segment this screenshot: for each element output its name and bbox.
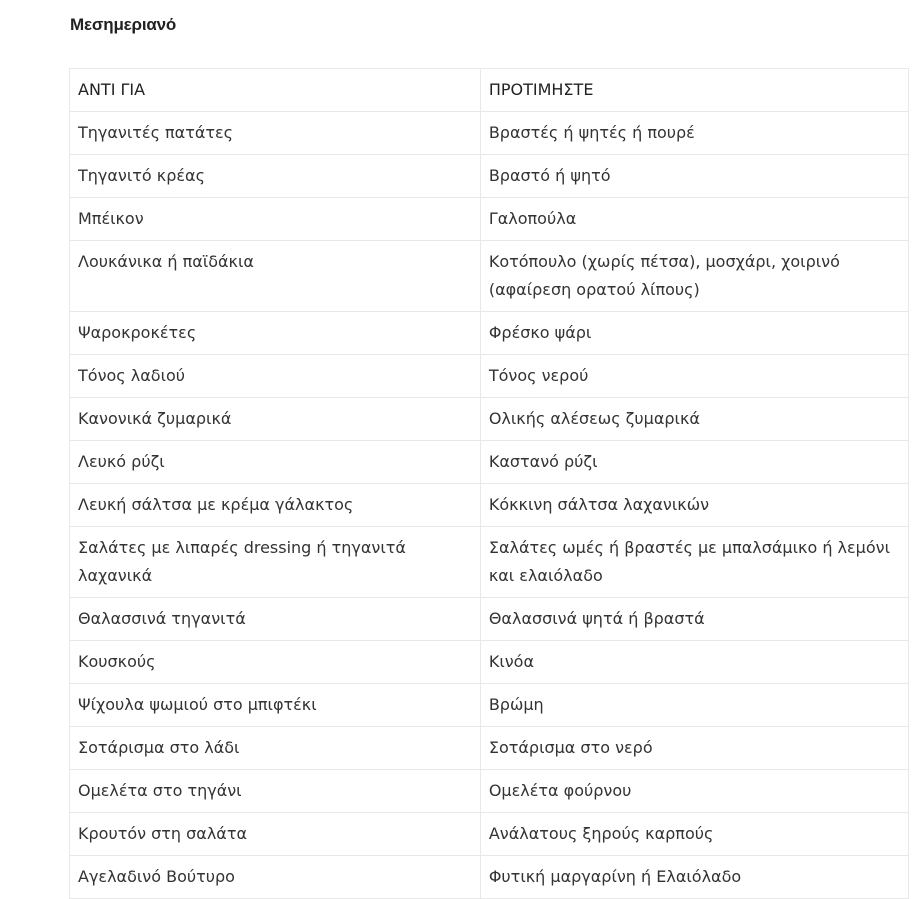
table-row	[70, 856, 909, 899]
cell-prefer: Κόκκινη σάλτσα λαχανικών	[480, 484, 908, 527]
table-row	[70, 770, 909, 813]
cell-instead-of: Τηγανιτές πατάτες	[70, 112, 481, 155]
table-row	[70, 813, 909, 856]
cell-prefer: Σαλάτες ωμές ή βραστές με μπαλσάμικο ή λεμόνι και ελαιόλαδο	[480, 527, 908, 598]
cell-prefer: Φυτική μαργαρίνη ή Ελαιόλαδο	[480, 856, 908, 899]
cell-prefer: Γαλοπούλα	[480, 198, 908, 241]
table-body	[70, 112, 909, 899]
cell-prefer: Ομελέτα φούρνου	[480, 770, 908, 813]
cell-prefer: Τόνος νερού	[480, 355, 908, 398]
cell-prefer: Καστανό ρύζι	[480, 441, 908, 484]
table-row	[70, 398, 909, 441]
cell-prefer: Κινόα	[480, 641, 908, 684]
table-header-row	[70, 69, 909, 112]
cell-prefer: Σοτάρισμα στο νερό	[480, 727, 908, 770]
table-row	[70, 198, 909, 241]
cell-instead-of: Λευκό ρύζι	[70, 441, 481, 484]
cell-instead-of: Ομελέτα στο τηγάνι	[70, 770, 481, 813]
cell-prefer: Κοτόπουλο (χωρίς πέτσα), μοσχάρι, χοιρινό (αφαίρεση ορατού λίπους)	[480, 241, 908, 312]
cell-instead-of: Μπέικον	[70, 198, 481, 241]
table-row	[70, 112, 909, 155]
table-row	[70, 527, 909, 598]
cell-instead-of: Κουσκούς	[70, 641, 481, 684]
column-header-prefer: ΠΡΟΤΙΜΗΣΤΕ	[480, 69, 908, 112]
substitution-table	[69, 68, 909, 899]
table-row	[70, 598, 909, 641]
cell-prefer: Βρώμη	[480, 684, 908, 727]
table-row	[70, 727, 909, 770]
cell-instead-of: Λευκή σάλτσα με κρέμα γάλακτος	[70, 484, 481, 527]
cell-instead-of: Τηγανιτό κρέας	[70, 155, 481, 198]
table-row	[70, 641, 909, 684]
cell-prefer: Φρέσκο ψάρι	[480, 312, 908, 355]
table-row	[70, 684, 909, 727]
cell-prefer: Βραστό ή ψητό	[480, 155, 908, 198]
cell-instead-of: Τόνος λαδιού	[70, 355, 481, 398]
cell-instead-of: Θαλασσινά τηγανιτά	[70, 598, 481, 641]
table-row	[70, 355, 909, 398]
cell-instead-of: Λουκάνικα ή παϊδάκια	[70, 241, 481, 312]
cell-instead-of: Ψίχουλα ψωμιού στο μπιφτέκι	[70, 684, 481, 727]
section-title: Μεσημεριανό	[70, 15, 177, 34]
table-row	[70, 441, 909, 484]
table-row	[70, 155, 909, 198]
cell-prefer: Ολικής αλέσεως ζυμαρικά	[480, 398, 908, 441]
cell-instead-of: Κρουτόν στη σαλάτα	[70, 813, 481, 856]
cell-prefer: Ανάλατους ξηρούς καρπούς	[480, 813, 908, 856]
cell-prefer: Βραστές ή ψητές ή πουρέ	[480, 112, 908, 155]
cell-instead-of: Σοτάρισμα στο λάδι	[70, 727, 481, 770]
cell-instead-of: Αγελαδινό Βούτυρο	[70, 856, 481, 899]
column-header-instead-of: ΑΝΤΙ ΓΙΑ	[70, 69, 481, 112]
cell-instead-of: Ψαροκροκέτες	[70, 312, 481, 355]
table-row	[70, 241, 909, 312]
table-row	[70, 484, 909, 527]
cell-instead-of: Σαλάτες με λιπαρές dressing ή τηγανιτά λαχανικά	[70, 527, 481, 598]
cell-prefer: Θαλασσινά ψητά ή βραστά	[480, 598, 908, 641]
cell-instead-of: Κανονικά ζυμαρικά	[70, 398, 481, 441]
table-row	[70, 312, 909, 355]
